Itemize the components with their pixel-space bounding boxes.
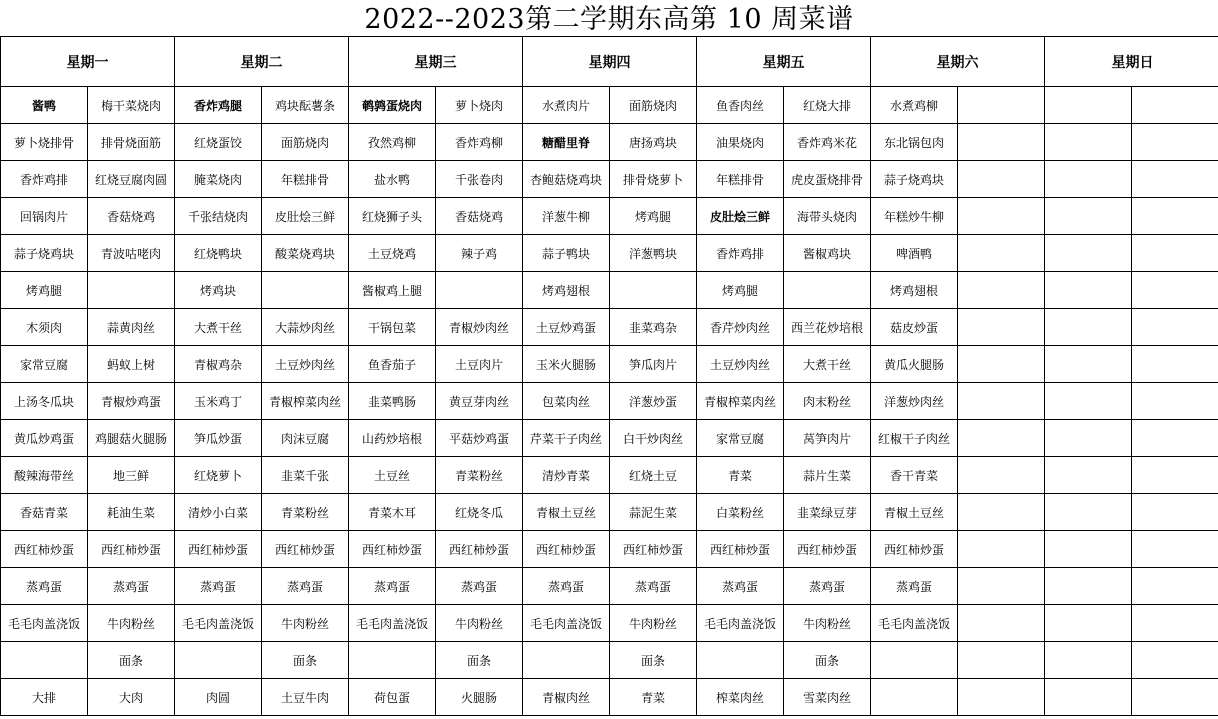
- menu-row: [1, 309, 1218, 346]
- dish-cell: 蒜子烧鸡块: [1, 235, 88, 272]
- dish-cell: [1132, 679, 1218, 716]
- dish-cell: 红烧蛋饺: [175, 124, 262, 161]
- dish-cell: 肉沫豆腐: [262, 420, 349, 457]
- dish-cell: 莴笋肉片: [784, 420, 871, 457]
- dish-cell: 香菇烧鸡: [88, 198, 175, 235]
- dish-cell: 排骨烧萝卜: [610, 161, 697, 198]
- dish-cell: 西红柿炒蛋: [349, 531, 436, 568]
- dish-cell: 土豆肉片: [436, 346, 523, 383]
- dish-cell: 烤鸡块: [175, 272, 262, 309]
- dish-cell: 黄瓜火腿肠: [871, 346, 958, 383]
- dish-cell: 地三鲜: [88, 457, 175, 494]
- dish-cell: [1045, 568, 1132, 605]
- dish-cell: [958, 383, 1045, 420]
- dish-cell: 鹌鹑蛋烧肉: [349, 87, 436, 124]
- menu-row: [1, 642, 1218, 679]
- dish-cell: 西红柿炒蛋: [88, 531, 175, 568]
- dish-cell: 耗油生菜: [88, 494, 175, 531]
- dish-cell: 韭菜鸭肠: [349, 383, 436, 420]
- dish-cell: 毛毛肉盖浇饭: [697, 605, 784, 642]
- dish-cell: [1132, 198, 1218, 235]
- dish-cell: [871, 642, 958, 679]
- dish-cell: 萝卜烧肉: [436, 87, 523, 124]
- dish-cell: 青菜粉丝: [262, 494, 349, 531]
- dish-cell: 蒜子鸭块: [523, 235, 610, 272]
- dish-cell: [1045, 198, 1132, 235]
- dish-cell: 土豆牛肉: [262, 679, 349, 716]
- dish-cell: 毛毛肉盖浇饭: [871, 605, 958, 642]
- dish-cell: 红烧萝卜: [175, 457, 262, 494]
- dish-cell: 年糕炒牛柳: [871, 198, 958, 235]
- dish-cell: 家常豆腐: [697, 420, 784, 457]
- dish-cell: [1045, 235, 1132, 272]
- weekly-menu-table: [0, 36, 1218, 716]
- dish-cell: 面筋烧肉: [610, 87, 697, 124]
- dish-cell: 青波咕咾肉: [88, 235, 175, 272]
- dish-cell: 西红柿炒蛋: [1, 531, 88, 568]
- dish-cell: 烤鸡腿: [697, 272, 784, 309]
- page-title: 2022--2023第二学期东高第 10 周菜谱: [364, 4, 854, 35]
- dish-cell: 毛毛肉盖浇饭: [175, 605, 262, 642]
- dish-cell: 面条: [610, 642, 697, 679]
- dish-cell: 肉末粉丝: [784, 383, 871, 420]
- dish-cell: 蒸鸡蛋: [175, 568, 262, 605]
- dish-cell: 大煮干丝: [175, 309, 262, 346]
- day-header: 星期三: [349, 37, 523, 87]
- dish-cell: 烤鸡翅根: [871, 272, 958, 309]
- dish-cell: 蒸鸡蛋: [523, 568, 610, 605]
- dish-cell: 千张卷肉: [436, 161, 523, 198]
- dish-cell: 青椒土豆丝: [871, 494, 958, 531]
- dish-cell: 上汤冬瓜块: [1, 383, 88, 420]
- dish-cell: 杏鲍菇烧鸡块: [523, 161, 610, 198]
- dish-cell: 大排: [1, 679, 88, 716]
- dish-cell: 青椒肉丝: [523, 679, 610, 716]
- dish-cell: 水煮肉片: [523, 87, 610, 124]
- dish-cell: 西红柿炒蛋: [436, 531, 523, 568]
- dish-cell: 香炸鸡米花: [784, 124, 871, 161]
- menu-row: [1, 568, 1218, 605]
- dish-cell: 土豆炒肉丝: [262, 346, 349, 383]
- dish-cell: 家常豆腐: [1, 346, 88, 383]
- dish-cell: 面条: [88, 642, 175, 679]
- menu-row: [1, 124, 1218, 161]
- dish-cell: [1132, 531, 1218, 568]
- dish-cell: 烤鸡翅根: [523, 272, 610, 309]
- dish-cell: [958, 494, 1045, 531]
- menu-row: [1, 494, 1218, 531]
- dish-cell: [1045, 494, 1132, 531]
- dish-cell: 香菇青菜: [1, 494, 88, 531]
- dish-cell: 蒸鸡蛋: [1, 568, 88, 605]
- dish-cell: [1132, 494, 1218, 531]
- dish-cell: 酱椒鸡块: [784, 235, 871, 272]
- dish-cell: 蒸鸡蛋: [697, 568, 784, 605]
- dish-cell: 西红柿炒蛋: [871, 531, 958, 568]
- dish-cell: 香菇烧鸡: [436, 198, 523, 235]
- dish-cell: [958, 124, 1045, 161]
- dish-cell: 红烧豆腐肉圆: [88, 161, 175, 198]
- menu-row: [1, 346, 1218, 383]
- dish-cell: 萝卜烧排骨: [1, 124, 88, 161]
- dish-cell: 面条: [784, 642, 871, 679]
- dish-cell: 酸辣海带丝: [1, 457, 88, 494]
- dish-cell: 牛肉粉丝: [88, 605, 175, 642]
- dish-cell: 辣子鸡: [436, 235, 523, 272]
- dish-cell: 毛毛肉盖浇饭: [349, 605, 436, 642]
- dish-cell: 皮肚烩三鲜: [262, 198, 349, 235]
- dish-cell: 韭菜千张: [262, 457, 349, 494]
- dish-cell: [958, 642, 1045, 679]
- dish-cell: [1132, 346, 1218, 383]
- dish-cell: 蒸鸡蛋: [871, 568, 958, 605]
- dish-cell: 红烧鸭块: [175, 235, 262, 272]
- dish-cell: 土豆烧鸡: [349, 235, 436, 272]
- dish-cell: 海带头烧肉: [784, 198, 871, 235]
- dish-cell: 鸡块酝薯条: [262, 87, 349, 124]
- dish-cell: 酸菜烧鸡块: [262, 235, 349, 272]
- dish-cell: 大蒜炒肉丝: [262, 309, 349, 346]
- dish-cell: 牛肉粉丝: [610, 605, 697, 642]
- dish-cell: 香炸鸡排: [1, 161, 88, 198]
- dish-cell: [436, 272, 523, 309]
- dish-cell: [1045, 346, 1132, 383]
- dish-cell: 雪菜肉丝: [784, 679, 871, 716]
- dish-cell: 白干炒肉丝: [610, 420, 697, 457]
- dish-cell: [523, 642, 610, 679]
- dish-cell: 回锅肉片: [1, 198, 88, 235]
- dish-cell: 香干青菜: [871, 457, 958, 494]
- dish-cell: 蒸鸡蛋: [610, 568, 697, 605]
- dish-cell: 黄瓜炒鸡蛋: [1, 420, 88, 457]
- dish-cell: 鱼香茄子: [349, 346, 436, 383]
- dish-cell: 鱼香肉丝: [697, 87, 784, 124]
- dish-cell: 面条: [436, 642, 523, 679]
- dish-cell: 西红柿炒蛋: [610, 531, 697, 568]
- dish-cell: [871, 679, 958, 716]
- dish-cell: 肉圆: [175, 679, 262, 716]
- dish-cell: 青菜木耳: [349, 494, 436, 531]
- dish-cell: 大煮干丝: [784, 346, 871, 383]
- dish-cell: [88, 272, 175, 309]
- dish-cell: 洋葱牛柳: [523, 198, 610, 235]
- dish-cell: [175, 642, 262, 679]
- dish-cell: 玉米火腿肠: [523, 346, 610, 383]
- dish-cell: [958, 309, 1045, 346]
- menu-row: [1, 420, 1218, 457]
- dish-cell: [1045, 531, 1132, 568]
- dish-cell: 洋葱鸭块: [610, 235, 697, 272]
- day-header: 星期二: [175, 37, 349, 87]
- dish-cell: 大肉: [88, 679, 175, 716]
- dish-cell: 排骨烧面筋: [88, 124, 175, 161]
- dish-cell: 孜然鸡柳: [349, 124, 436, 161]
- dish-cell: 西红柿炒蛋: [697, 531, 784, 568]
- dish-cell: 皮肚烩三鲜: [697, 198, 784, 235]
- dish-cell: 香炸鸡腿: [175, 87, 262, 124]
- day-header: 星期一: [1, 37, 175, 87]
- dish-cell: 山药炒培根: [349, 420, 436, 457]
- dish-cell: 香芹炒肉丝: [697, 309, 784, 346]
- dish-cell: 蒸鸡蛋: [784, 568, 871, 605]
- dish-cell: 蒸鸡蛋: [436, 568, 523, 605]
- dish-cell: [1132, 161, 1218, 198]
- dish-cell: [1045, 457, 1132, 494]
- dish-cell: 白菜粉丝: [697, 494, 784, 531]
- dish-cell: 蒜子烧鸡块: [871, 161, 958, 198]
- menu-row: [1, 383, 1218, 420]
- dish-cell: [1132, 605, 1218, 642]
- day-header: 星期日: [1045, 37, 1218, 87]
- dish-cell: 虎皮蛋烧排骨: [784, 161, 871, 198]
- dish-cell: [349, 642, 436, 679]
- dish-cell: [1132, 124, 1218, 161]
- dish-cell: 青椒榨菜肉丝: [697, 383, 784, 420]
- dish-cell: 蒜泥生菜: [610, 494, 697, 531]
- dish-cell: [1, 642, 88, 679]
- menu-row: [1, 679, 1218, 716]
- dish-cell: 木须肉: [1, 309, 88, 346]
- dish-cell: 唐扬鸡块: [610, 124, 697, 161]
- dish-cell: 毛毛肉盖浇饭: [523, 605, 610, 642]
- dish-cell: [958, 161, 1045, 198]
- dish-cell: 蒜黄肉丝: [88, 309, 175, 346]
- dish-cell: [697, 642, 784, 679]
- dish-cell: 干锅包菜: [349, 309, 436, 346]
- dish-cell: 青椒炒肉丝: [436, 309, 523, 346]
- dish-cell: 糖醋里脊: [523, 124, 610, 161]
- dish-cell: [1045, 420, 1132, 457]
- dish-cell: 榨菜肉丝: [697, 679, 784, 716]
- menu-row: [1, 605, 1218, 642]
- day-header: 星期五: [697, 37, 871, 87]
- dish-cell: 西红柿炒蛋: [784, 531, 871, 568]
- dish-cell: 酱鸭: [1, 87, 88, 124]
- dish-cell: 烤鸡腿: [610, 198, 697, 235]
- dish-cell: [958, 568, 1045, 605]
- dish-cell: 牛肉粉丝: [262, 605, 349, 642]
- dish-cell: [1045, 383, 1132, 420]
- dish-cell: [1132, 457, 1218, 494]
- dish-cell: [958, 420, 1045, 457]
- dish-cell: [1132, 642, 1218, 679]
- dish-cell: 千张结烧肉: [175, 198, 262, 235]
- dish-cell: 牛肉粉丝: [436, 605, 523, 642]
- day-header: 星期四: [523, 37, 697, 87]
- dish-cell: [958, 679, 1045, 716]
- dish-cell: [958, 457, 1045, 494]
- dish-cell: 年糕排骨: [262, 161, 349, 198]
- dish-cell: 东北锅包肉: [871, 124, 958, 161]
- dish-cell: 荷包蛋: [349, 679, 436, 716]
- dish-cell: 黄豆芽肉丝: [436, 383, 523, 420]
- dish-cell: 面筋烧肉: [262, 124, 349, 161]
- dish-cell: [1045, 642, 1132, 679]
- dish-cell: 青菜: [697, 457, 784, 494]
- menu-row: [1, 198, 1218, 235]
- dish-cell: [958, 198, 1045, 235]
- dish-cell: [1132, 383, 1218, 420]
- dish-cell: [958, 346, 1045, 383]
- dish-cell: [1132, 272, 1218, 309]
- dish-cell: 蒜片生菜: [784, 457, 871, 494]
- dish-cell: 芹菜干子肉丝: [523, 420, 610, 457]
- dish-cell: 清炒小白菜: [175, 494, 262, 531]
- day-header: 星期六: [871, 37, 1045, 87]
- dish-cell: 西红柿炒蛋: [262, 531, 349, 568]
- dish-cell: 面条: [262, 642, 349, 679]
- dish-cell: 腌菜烧肉: [175, 161, 262, 198]
- dish-cell: 蒸鸡蛋: [349, 568, 436, 605]
- dish-cell: 青椒土豆丝: [523, 494, 610, 531]
- dish-cell: 青椒榨菜肉丝: [262, 383, 349, 420]
- dish-cell: 油果烧肉: [697, 124, 784, 161]
- dish-cell: 鸡腿菇火腿肠: [88, 420, 175, 457]
- dish-cell: 包菜肉丝: [523, 383, 610, 420]
- dish-cell: [1045, 272, 1132, 309]
- dish-cell: 香炸鸡排: [697, 235, 784, 272]
- dish-cell: [1045, 679, 1132, 716]
- dish-cell: 青椒鸡杂: [175, 346, 262, 383]
- dish-cell: 笋瓜炒蛋: [175, 420, 262, 457]
- dish-cell: [1132, 309, 1218, 346]
- dish-cell: 梅干菜烧肉: [88, 87, 175, 124]
- dish-cell: [1045, 605, 1132, 642]
- dish-cell: 青菜粉丝: [436, 457, 523, 494]
- dish-cell: 清炒青菜: [523, 457, 610, 494]
- dish-cell: [958, 605, 1045, 642]
- dish-cell: [958, 531, 1045, 568]
- dish-cell: [1045, 309, 1132, 346]
- dish-cell: 红烧狮子头: [349, 198, 436, 235]
- dish-cell: 火腿肠: [436, 679, 523, 716]
- dish-cell: 平菇炒鸡蛋: [436, 420, 523, 457]
- dish-cell: 牛肉粉丝: [784, 605, 871, 642]
- menu-row: [1, 87, 1218, 124]
- dish-cell: 毛毛肉盖浇饭: [1, 605, 88, 642]
- dish-cell: 西兰花炒培根: [784, 309, 871, 346]
- dish-cell: [1132, 235, 1218, 272]
- dish-cell: 红椒干子肉丝: [871, 420, 958, 457]
- menu-row: [1, 235, 1218, 272]
- dish-cell: 酱椒鸡上腿: [349, 272, 436, 309]
- dish-cell: 水煮鸡柳: [871, 87, 958, 124]
- dish-cell: 红烧大排: [784, 87, 871, 124]
- dish-cell: 韭菜鸡杂: [610, 309, 697, 346]
- menu-row: [1, 457, 1218, 494]
- dish-cell: 洋葱炒蛋: [610, 383, 697, 420]
- dish-cell: [610, 272, 697, 309]
- dish-cell: 烤鸡腿: [1, 272, 88, 309]
- dish-cell: 洋葱炒肉丝: [871, 383, 958, 420]
- dish-cell: 土豆丝: [349, 457, 436, 494]
- dish-cell: [1045, 161, 1132, 198]
- dish-cell: 蒸鸡蛋: [88, 568, 175, 605]
- dish-cell: 土豆炒肉丝: [697, 346, 784, 383]
- dish-cell: [958, 272, 1045, 309]
- dish-cell: 玉米鸡丁: [175, 383, 262, 420]
- dish-cell: 香炸鸡柳: [436, 124, 523, 161]
- dish-cell: 红烧土豆: [610, 457, 697, 494]
- dish-cell: 西红柿炒蛋: [523, 531, 610, 568]
- dish-cell: [1132, 87, 1218, 124]
- dish-cell: 韭菜绿豆芽: [784, 494, 871, 531]
- dish-cell: 年糕排骨: [697, 161, 784, 198]
- dish-cell: [1132, 568, 1218, 605]
- dish-cell: [784, 272, 871, 309]
- dish-cell: 红烧冬瓜: [436, 494, 523, 531]
- menu-row: [1, 272, 1218, 309]
- dish-cell: [1045, 87, 1132, 124]
- dish-cell: 西红柿炒蛋: [175, 531, 262, 568]
- dish-cell: 蒸鸡蛋: [262, 568, 349, 605]
- dish-cell: [1132, 420, 1218, 457]
- dish-cell: 盐水鸭: [349, 161, 436, 198]
- dish-cell: [958, 87, 1045, 124]
- dish-cell: [262, 272, 349, 309]
- dish-cell: 蚂蚁上树: [88, 346, 175, 383]
- dish-cell: 青椒炒鸡蛋: [88, 383, 175, 420]
- menu-row: [1, 161, 1218, 198]
- dish-cell: 笋瓜肉片: [610, 346, 697, 383]
- day-header-row: [1, 37, 1218, 87]
- dish-cell: [1045, 124, 1132, 161]
- dish-cell: 土豆炒鸡蛋: [523, 309, 610, 346]
- dish-cell: 菇皮炒蛋: [871, 309, 958, 346]
- dish-cell: 青菜: [610, 679, 697, 716]
- menu-row: [1, 531, 1218, 568]
- dish-cell: [958, 235, 1045, 272]
- dish-cell: 啤酒鸭: [871, 235, 958, 272]
